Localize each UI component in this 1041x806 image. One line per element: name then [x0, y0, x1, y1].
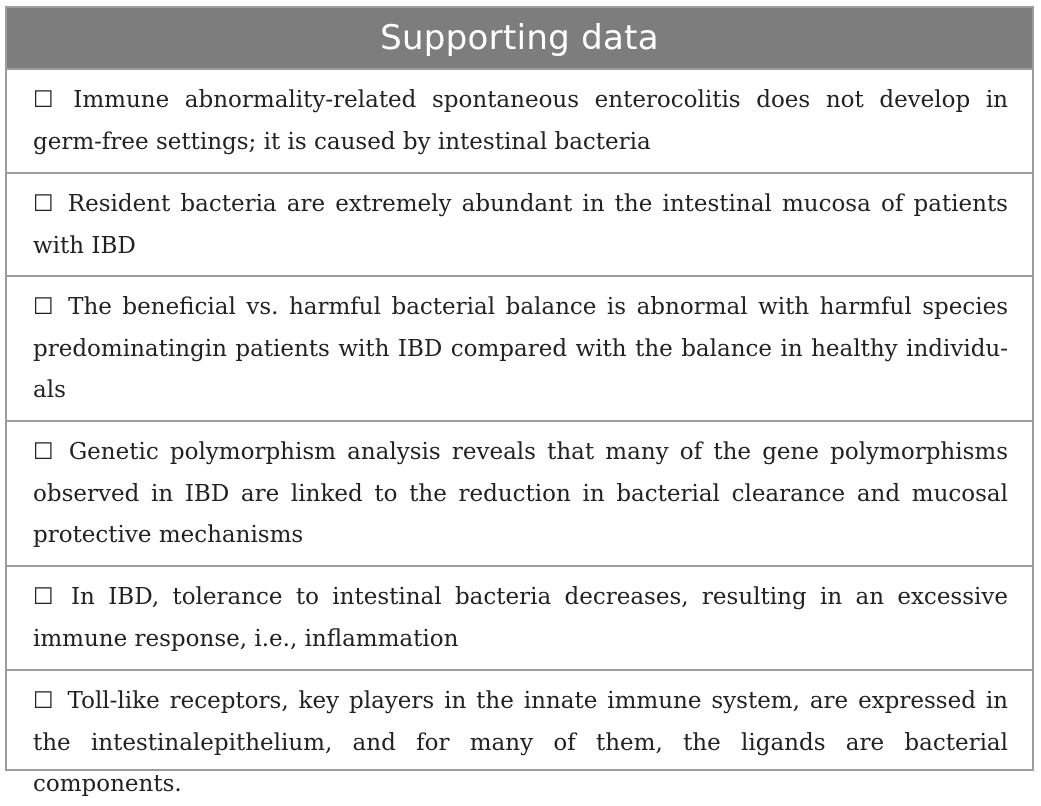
checkbox-icon: ☐	[33, 439, 54, 465]
row-text: In IBD, tolerance to intestinal bacteria decreases, resulting in an excessive immune response, i.e., inflammation	[33, 584, 1008, 652]
table-header: Supporting data	[7, 8, 1032, 68]
table-row	[7, 275, 1032, 420]
row-text: Immune abnormality-related spontaneous enterocolitis does not develop in germ-free settings; it is caused by intestinal bacteria	[33, 87, 1008, 155]
checkbox-icon: ☐	[33, 87, 54, 113]
row-text: The beneficial vs. harmful bacterial balance is abnormal with harmful species predominatingin patients with IBD compared with the balance in healthy individu-als	[33, 294, 1008, 403]
checkbox-icon: ☐	[33, 688, 54, 714]
checkbox-icon: ☐	[33, 191, 54, 217]
row-text: Resident bacteria are extremely abundant in the intestinal mucosa of patients with IBD	[33, 191, 1008, 259]
row-text: Toll-like receptors, key players in the innate immune system, are expressed in the intestinalepithelium, and for many of them, the ligands are bacterial components.	[33, 688, 1008, 797]
checkbox-icon: ☐	[33, 294, 54, 320]
row-text: Genetic polymorphism analysis reveals that many of the gene polymorphisms observed in IBD are linked to the reduction in bacterial clearance and mucosal protective mechanisms	[33, 439, 1009, 548]
table-row	[7, 669, 1032, 797]
checkbox-icon: ☐	[33, 584, 54, 610]
table-row	[7, 68, 1032, 172]
table-row	[7, 172, 1032, 275]
table-row	[7, 420, 1032, 565]
supporting-data-table	[5, 6, 1034, 797]
table-row	[7, 565, 1032, 669]
